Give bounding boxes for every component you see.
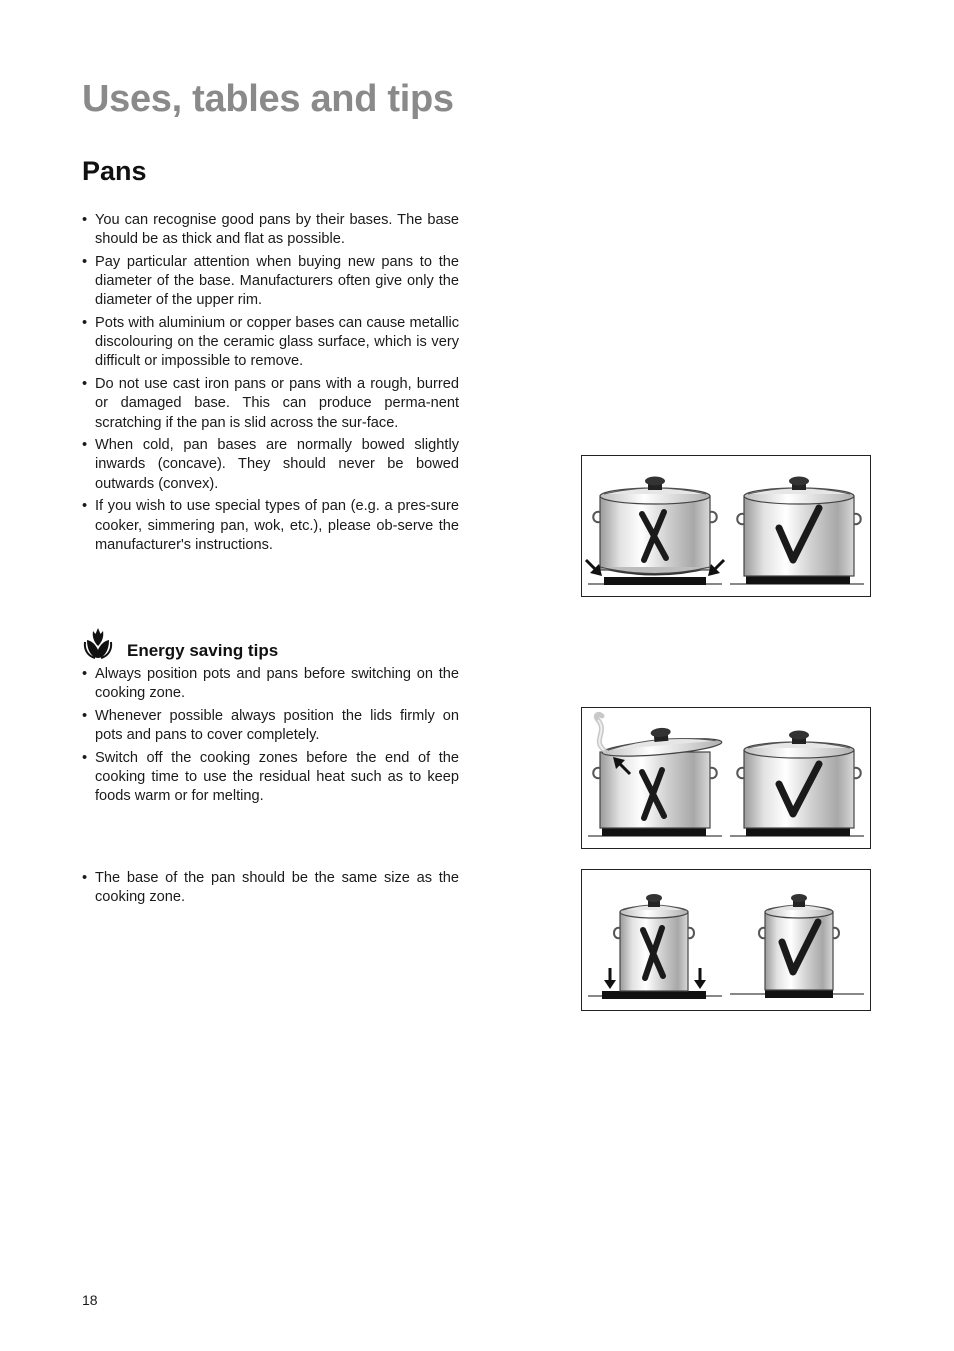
steam-icon — [596, 714, 604, 750]
list-item: • You can recognise good pans by their bases. The base should be as thick and flat as possible. — [82, 211, 459, 249]
list-item: • Always position pots and pans before switching on the cooking zone. — [82, 665, 459, 703]
figure-pan-size — [581, 869, 871, 1011]
page-number: 18 — [82, 1292, 98, 1308]
list-item: • Do not use cast iron pans or pans with a rough, burred or damaged base. This can produce perma-nent scratching if the pan is slid across the sur-face. — [82, 375, 459, 433]
flower-icon — [82, 625, 114, 659]
figure-pan-base-shape — [581, 455, 871, 597]
list-item: • Pay particular attention when buying new pans to the diameter of the base. Manufacturers often give only the diameter of the upper rim. — [82, 253, 459, 311]
arrow-icon — [694, 968, 706, 989]
list-item: • Pots with aluminium or copper bases can cause metallic discolouring on the ceramic glass surface, which is very difficult or impossible to remove. — [82, 314, 459, 372]
list-item: • The base of the pan should be the same size as the cooking zone. — [82, 869, 459, 907]
energy-tips-list — [82, 665, 459, 810]
energy-saving-heading: Energy saving tips — [127, 641, 279, 660]
pans-heading: Pans — [82, 156, 147, 186]
page-title: Uses, tables and tips — [82, 78, 454, 120]
list-item: • If you wish to use special types of pan (e.g. a pres-sure cooker, simmering pan, wok, etc.), please ob-serve the manufacturer's instructions. — [82, 497, 459, 555]
pans-tips-list — [82, 211, 459, 558]
list-item: • Whenever possible always position the lids firmly on pots and pans to cover completely. — [82, 707, 459, 745]
arrow-icon — [604, 968, 616, 989]
list-item: • Switch off the cooking zones before the end of the cooking time to use the residual heat such as to keep foods warm or for melting. — [82, 749, 459, 807]
list-item: • When cold, pan bases are normally bowed slightly inwards (concave). They should never be bowed outwards (convex). — [82, 436, 459, 494]
figure-pan-lids — [581, 707, 871, 849]
pan-size-tip-list — [82, 869, 459, 911]
